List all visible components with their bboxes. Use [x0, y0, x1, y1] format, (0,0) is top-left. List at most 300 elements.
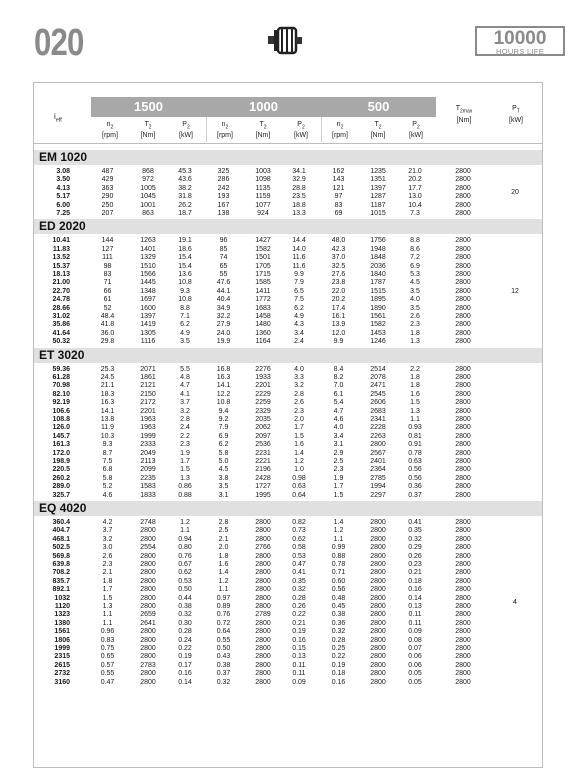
cell-p2-1500: 9.3 — [180, 287, 190, 295]
cell-t2-1000: 2329 — [255, 407, 271, 415]
cell-n2-1500: 8.7 — [102, 449, 113, 457]
table-row — [0, 193, 575, 201]
table-row — [0, 637, 575, 645]
cell-t2-1500: 2800 — [140, 678, 156, 686]
cell-n2-1000: 47.6 — [216, 279, 231, 287]
cell-t2max: 2800 — [455, 653, 471, 661]
cell-p2-1500: 0.19 — [178, 653, 192, 661]
cell-t2-500: 2800 — [370, 552, 386, 560]
cell-p2-500: 2.6 — [410, 313, 420, 320]
cell-t2-1500: 2201 — [140, 407, 156, 415]
cell-p2-1500: 0.88 — [178, 491, 192, 499]
cell-t2-1500: 1861 — [140, 374, 156, 381]
cell-p2-1000: 6.2 — [294, 304, 304, 312]
cell-i-eff: 92.19 — [52, 399, 70, 407]
cell-t2max: 2800 — [455, 670, 471, 678]
cell-t2-500: 1890 — [370, 304, 386, 312]
cell-n2-500: 4.7 — [333, 407, 344, 415]
cell-t2max: 2800 — [455, 365, 471, 373]
cell-t2-1000: 1164 — [255, 338, 271, 346]
table-row — [0, 382, 575, 390]
cell-t2-1000: 2800 — [255, 661, 271, 669]
cell-t2-500: 2800 — [370, 527, 386, 535]
cell-t2-1500: 972 — [142, 176, 154, 184]
table-row — [0, 595, 575, 603]
i-eff-header: $i_{eff}$ — [54, 112, 62, 124]
cell-p2-1500: 38.2 — [178, 184, 192, 192]
speed-1000-header: 1000 — [249, 99, 278, 114]
sub-header-t-500: $T_2$ [Nm] — [370, 121, 386, 139]
cell-p2-1000: 3.3 — [294, 374, 304, 381]
cell-n2-1000: 3.5 — [218, 483, 229, 491]
cell-p2-1500: 2.8 — [180, 416, 190, 423]
cell-n2-1000: 5.0 — [218, 458, 229, 465]
cell-t2-1500: 1263 — [140, 237, 156, 245]
table-row — [0, 466, 575, 474]
cell-t2max: 2800 — [455, 245, 471, 253]
cell-p2-500: 0.05 — [408, 670, 422, 678]
cell-t2-500: 2683 — [370, 407, 386, 415]
table-row — [0, 433, 575, 441]
cell-i-eff: 145.7 — [52, 432, 70, 440]
cell-t2-1500: 1397 — [140, 313, 156, 320]
cell-t2-1500: 2150 — [140, 390, 156, 398]
hours-life-badge — [475, 26, 565, 56]
cell-t2-1500: 2121 — [140, 382, 156, 390]
cell-t2-500: 2263 — [370, 432, 386, 440]
cell-t2-1500: 2800 — [140, 670, 156, 678]
cell-n2-1000: 3.1 — [218, 491, 229, 499]
cell-t2max: 2800 — [455, 271, 471, 278]
cell-t2-1500: 1697 — [140, 296, 156, 304]
cell-p2-1000: 0.63 — [292, 483, 306, 491]
cell-n2-1000: 242 — [217, 184, 230, 192]
table-row — [0, 578, 575, 586]
cell-n2-500: 20.2 — [331, 296, 346, 304]
cell-i-eff: 2615 — [54, 661, 70, 669]
cell-p2-500: 1.8 — [410, 329, 420, 337]
cell-n2-500: 0.78 — [331, 561, 346, 568]
cell-t2-1000: 2800 — [255, 569, 271, 577]
table-row — [0, 263, 575, 271]
cell-p2-1000: 0.11 — [292, 661, 306, 669]
cell-t2-1000: 2231 — [255, 449, 271, 457]
cell-p2-1500: 26.2 — [178, 201, 192, 209]
cell-i-eff: 22.70 — [52, 287, 70, 295]
cell-t2-500: 2800 — [370, 594, 386, 602]
cell-t2-500: 2800 — [370, 577, 386, 585]
cell-n2-1000: 65 — [219, 262, 228, 270]
cell-t2-500: 2800 — [370, 535, 386, 543]
cell-n2-1000: 4.5 — [218, 466, 229, 474]
cell-n2-1000: 14.1 — [216, 382, 231, 390]
cell-p2-1000: 7.9 — [294, 279, 304, 287]
cell-p2-500: 0.81 — [408, 432, 422, 440]
table-row — [0, 399, 575, 407]
cell-t2max: 2800 — [455, 407, 471, 415]
cell-t2-1000: 1077 — [255, 201, 271, 209]
cell-t2max: 2800 — [455, 474, 471, 482]
cell-p2-1500: 0.94 — [178, 535, 192, 543]
table-row — [0, 553, 575, 561]
cell-t2max: 2800 — [455, 678, 471, 686]
cell-n2-500: 23.8 — [331, 279, 346, 287]
cell-p2-1500: 2.3 — [180, 441, 190, 449]
cell-n2-500: 8.4 — [333, 365, 344, 373]
table-row — [0, 408, 575, 416]
cell-t2max: 2800 — [455, 645, 471, 652]
cell-n2-1000: 55 — [219, 271, 228, 278]
section-header — [34, 219, 542, 234]
table-row — [0, 544, 575, 552]
cell-p2-1000: 0.64 — [292, 491, 306, 499]
cell-p2-1000: 0.32 — [292, 586, 306, 594]
cell-n2-500: 0.22 — [331, 653, 346, 661]
cell-p2-1000: 0.22 — [292, 611, 306, 619]
cell-t2-1000: 2766 — [255, 544, 271, 552]
cell-i-eff: 1120 — [54, 603, 70, 610]
cell-n2-500: 42.3 — [331, 245, 346, 253]
cell-i-eff: 61.28 — [52, 374, 70, 381]
cell-n2-500: 0.18 — [331, 670, 346, 678]
cell-t2-1500: 2800 — [140, 603, 156, 610]
cell-p2-1000: 11.6 — [292, 262, 306, 270]
cell-p2-1000: 3.2 — [294, 382, 304, 390]
cell-t2-1000: 2800 — [255, 527, 271, 535]
table-row — [0, 561, 575, 569]
cell-n2-500: 2.3 — [333, 466, 344, 474]
cell-t2-500: 2800 — [370, 544, 386, 552]
cell-i-eff: 360.4 — [52, 519, 70, 526]
cell-p2-500: 0.18 — [408, 577, 422, 585]
cell-p2-1000: 0.41 — [292, 569, 306, 577]
cell-n2-1500: 98 — [103, 262, 112, 270]
cell-n2-1000: 2.0 — [218, 544, 229, 552]
cell-n2-1500: 16.3 — [100, 399, 115, 407]
cell-p2-1500: 2.4 — [180, 424, 190, 432]
cell-p2-500: 3.5 — [410, 304, 420, 312]
cell-n2-500: 16.1 — [331, 313, 346, 320]
cell-n2-1000: 74 — [219, 254, 228, 262]
cell-p2-1500: 18.7 — [178, 210, 192, 217]
table-row — [0, 271, 575, 279]
cell-p2-1000: 0.16 — [292, 636, 306, 644]
cell-p2-1500: 4.9 — [180, 329, 190, 337]
cell-t2max: 2800 — [455, 313, 471, 320]
cell-n2-1000: 96 — [219, 237, 228, 245]
cell-n2-1500: 207 — [101, 210, 114, 217]
cell-p2-500: 0.16 — [408, 586, 422, 594]
cell-t2-1500: 1001 — [140, 201, 156, 209]
cell-t2-500: 2471 — [370, 382, 386, 390]
cell-p2-500: 0.07 — [408, 645, 422, 652]
cell-t2-500: 2036 — [370, 262, 386, 270]
cell-p2-1500: 0.28 — [178, 628, 192, 636]
cell-p2-1500: 0.86 — [178, 483, 192, 491]
cell-n2-1500: 0.57 — [100, 661, 115, 669]
cell-n2-1500: 1.7 — [102, 586, 113, 594]
cell-n2-1000: 0.64 — [216, 628, 231, 636]
cell-p2-1000: 18.8 — [292, 201, 306, 209]
cell-p2-1000: 1.0 — [294, 466, 304, 474]
cell-n2-1000: 0.38 — [216, 661, 231, 669]
cell-n2-500: 0.45 — [331, 603, 346, 610]
sub-header-t-1000: $T_2$ [Nm] — [255, 121, 271, 139]
cell-n2-1000: 2.8 — [218, 519, 229, 526]
cell-n2-1500: 363 — [101, 184, 114, 192]
cell-n2-1000: 0.37 — [216, 670, 231, 678]
cell-p2-1500: 0.16 — [178, 670, 192, 678]
cell-p2-500: 0.35 — [408, 527, 422, 535]
table-row — [0, 519, 575, 527]
cell-t2-500: 1287 — [370, 193, 386, 201]
cell-n2-500: 1.1 — [333, 535, 344, 543]
cell-p2-1000: 4.3 — [294, 321, 304, 329]
cell-t2-500: 1515 — [370, 287, 386, 295]
table-row — [0, 458, 575, 466]
cell-i-eff: 21.00 — [52, 279, 70, 287]
cell-t2max: 2800 — [455, 329, 471, 337]
cell-t2max: 2800 — [455, 636, 471, 644]
table-row — [0, 330, 575, 338]
cell-p2-1000: 14.0 — [292, 245, 306, 253]
cell-n2-1500: 0.65 — [100, 653, 115, 661]
cell-p2-1500: 4.1 — [180, 390, 190, 398]
table-row — [0, 662, 575, 670]
cell-t2-1500: 1566 — [140, 271, 156, 278]
cell-n2-1000: 7.9 — [218, 424, 229, 432]
cell-t2-1500: 1045 — [140, 193, 156, 201]
table-row — [0, 168, 575, 176]
cell-t2max: 2800 — [455, 390, 471, 398]
cell-t2-500: 1351 — [370, 176, 386, 184]
cell-n2-1000: 24.0 — [216, 329, 231, 337]
cell-t2max: 2800 — [455, 603, 471, 610]
cell-t2-1500: 2748 — [140, 519, 156, 526]
hours-label: HOURS LIFE — [495, 47, 544, 56]
cell-t2-500: 2785 — [370, 474, 386, 482]
cell-t2-500: 1787 — [370, 279, 386, 287]
cell-t2-1000: 1159 — [255, 193, 271, 201]
cell-p2-1500: 4.8 — [180, 374, 190, 381]
cell-n2-1000: 9.2 — [218, 416, 229, 423]
cell-t2-1500: 1305 — [140, 329, 156, 337]
cell-n2-1000: 32.2 — [216, 313, 231, 320]
cell-t2-1500: 2659 — [140, 611, 156, 619]
column-divider — [206, 117, 207, 142]
cell-t2-500: 2341 — [370, 416, 386, 423]
cell-t2max: 2800 — [455, 458, 471, 465]
cell-p2-1500: 3.2 — [180, 407, 190, 415]
cell-t2-500: 2800 — [370, 678, 386, 686]
cell-p2-1000: 2.0 — [294, 416, 304, 423]
cell-p2-1500: 8.8 — [180, 304, 190, 312]
cell-t2-1000: 1772 — [255, 296, 271, 304]
cell-p2-1000: 9.9 — [294, 271, 304, 278]
cell-t2-1500: 2800 — [140, 577, 156, 585]
cell-i-eff: 41.64 — [52, 329, 70, 337]
table-row — [0, 483, 575, 491]
product-code: 020 — [34, 22, 84, 64]
cell-t2-500: 2800 — [370, 586, 386, 594]
cell-t2-1500: 868 — [142, 168, 154, 175]
table-row — [0, 279, 575, 287]
cell-p2-500: 0.93 — [408, 424, 422, 432]
cell-p2-1000: 1.6 — [294, 441, 304, 449]
cell-t2max: 2800 — [455, 561, 471, 568]
cell-p2-1500: 0.38 — [178, 603, 192, 610]
cell-n2-1000: 325 — [217, 168, 230, 175]
cell-i-eff: 13.52 — [52, 254, 70, 262]
cell-t2-500: 2606 — [370, 399, 386, 407]
cell-t2max: 2800 — [455, 321, 471, 329]
cell-p2-1000: 2.8 — [294, 390, 304, 398]
cell-n2-1500: 4.6 — [102, 491, 113, 499]
cell-p2-1000: 13.3 — [292, 210, 306, 217]
cell-p2-1500: 0.22 — [178, 645, 192, 652]
cell-n2-1000: 6.2 — [218, 441, 229, 449]
cell-i-eff: 15.37 — [52, 262, 70, 270]
cell-t2-1000: 2201 — [255, 382, 271, 390]
cell-t2-1000: 1705 — [255, 262, 271, 270]
cell-t2-1500: 1445 — [140, 279, 156, 287]
cell-p2-500: 1.3 — [410, 407, 420, 415]
cell-t2-1000: 2276 — [255, 365, 271, 373]
cell-n2-500: 22.0 — [331, 287, 346, 295]
cell-i-eff: 1032 — [54, 594, 70, 602]
cell-p2-500: 0.41 — [408, 519, 422, 526]
cell-p2-1500: 1.7 — [180, 458, 190, 465]
cell-t2-500: 2514 — [370, 365, 386, 373]
cell-n2-1500: 5.8 — [102, 474, 113, 482]
cell-t2-1000: 2789 — [255, 611, 271, 619]
pt-value: 4 — [513, 599, 517, 606]
cell-n2-1000: 2.1 — [218, 535, 229, 543]
cell-i-eff: 289.0 — [52, 483, 70, 491]
cell-p2-500: 0.32 — [408, 535, 422, 543]
cell-t2-500: 2800 — [370, 519, 386, 526]
cell-p2-500: 7.2 — [410, 254, 420, 262]
cell-n2-1500: 13.8 — [100, 416, 115, 423]
hours-number: 10000 — [493, 28, 547, 49]
cell-n2-500: 9.9 — [333, 338, 344, 346]
cell-n2-500: 1.2 — [333, 527, 344, 535]
cell-t2-1500: 2800 — [140, 535, 156, 543]
cell-t2max: 2800 — [455, 661, 471, 669]
cell-n2-1000: 40.4 — [216, 296, 231, 304]
cell-p2-500: 0.06 — [408, 661, 422, 669]
cell-t2-500: 1246 — [370, 338, 386, 346]
cell-p2-500: 4.5 — [410, 279, 420, 287]
cell-t2-1500: 2800 — [140, 569, 156, 577]
cell-p2-500: 0.26 — [408, 552, 422, 560]
cell-t2max: 2800 — [455, 519, 471, 526]
cell-n2-500: 162 — [332, 168, 345, 175]
cell-n2-1000: 2.5 — [218, 527, 229, 535]
cell-t2-1500: 1833 — [140, 491, 156, 499]
cell-n2-500: 3.4 — [333, 432, 344, 440]
cell-t2-500: 1994 — [370, 483, 386, 491]
cell-t2max: 2800 — [455, 611, 471, 619]
cell-p2-1000: 2.4 — [294, 338, 304, 346]
cell-n2-1500: 11.9 — [100, 424, 115, 432]
cell-n2-1500: 0.47 — [100, 678, 115, 686]
cell-t2max: 2800 — [455, 374, 471, 381]
cell-n2-1500: 5.2 — [102, 483, 113, 491]
cell-t2-500: 1561 — [370, 313, 386, 320]
cell-p2-1000: 7.5 — [294, 296, 304, 304]
cell-i-eff: 5.17 — [56, 193, 70, 201]
cell-t2max: 2800 — [455, 296, 471, 304]
cell-n2-500: 32.5 — [331, 262, 346, 270]
column-divider — [321, 117, 322, 142]
cell-t2max: 2800 — [455, 254, 471, 262]
cell-n2-500: 0.56 — [331, 586, 346, 594]
cell-t2-500: 2297 — [370, 491, 386, 499]
cell-t2max: 2800 — [455, 201, 471, 209]
cell-t2-1000: 1458 — [255, 313, 271, 320]
table-row — [0, 620, 575, 628]
cell-n2-1500: 111 — [102, 254, 113, 262]
cell-t2-500: 1235 — [370, 168, 386, 175]
cell-n2-1000: 0.76 — [216, 611, 231, 619]
cell-t2-1500: 2049 — [140, 449, 156, 457]
cell-t2-500: 1015 — [370, 210, 386, 217]
cell-n2-500: 0.32 — [331, 628, 346, 636]
cell-n2-1000: 0.97 — [216, 594, 231, 602]
cell-t2-500: 1840 — [370, 271, 386, 278]
cell-n2-500: 0.25 — [331, 645, 346, 652]
cell-n2-1000: 1.6 — [218, 561, 229, 568]
cell-i-eff: 569.8 — [52, 552, 70, 560]
cell-n2-1000: 10.8 — [216, 399, 231, 407]
cell-t2max: 2800 — [455, 168, 471, 175]
cell-n2-1500: 2.6 — [102, 552, 113, 560]
cell-n2-1500: 1.1 — [102, 619, 113, 627]
cell-t2-1000: 2196 — [255, 466, 271, 474]
cell-n2-500: 5.4 — [333, 399, 344, 407]
cell-t2-500: 2800 — [370, 645, 386, 652]
cell-t2-1000: 1995 — [255, 491, 271, 499]
section-title: ET 3020 — [39, 347, 85, 362]
cell-n2-1500: 0.55 — [100, 670, 115, 678]
cell-t2max: 2800 — [455, 424, 471, 432]
cell-n2-1000: 1.4 — [218, 569, 229, 577]
cell-t2-1000: 2800 — [255, 653, 271, 661]
cell-t2-500: 2800 — [370, 670, 386, 678]
cell-i-eff: 4.13 — [56, 184, 70, 192]
cell-t2-1000: 2536 — [255, 441, 271, 449]
cell-t2-1500: 2800 — [140, 586, 156, 594]
cell-t2max: 2800 — [455, 338, 471, 346]
cell-p2-1500: 1.1 — [180, 527, 190, 535]
cell-t2-1000: 2800 — [255, 552, 271, 560]
table-row — [0, 603, 575, 611]
cell-t2-1500: 1116 — [140, 338, 156, 346]
cell-t2-1500: 1348 — [140, 287, 156, 295]
cell-n2-1500: 29.8 — [100, 338, 115, 346]
cell-t2-500: 1582 — [370, 321, 386, 329]
cell-t2max: 2800 — [455, 287, 471, 295]
cell-n2-1000: 193 — [217, 193, 230, 201]
cell-t2-500: 1187 — [370, 201, 386, 209]
cell-t2-1000: 2800 — [255, 519, 271, 526]
cell-t2max: 2800 — [455, 628, 471, 636]
cell-t2max: 2800 — [455, 535, 471, 543]
cell-p2-1000: 6.5 — [294, 287, 304, 295]
cell-i-eff: 325.7 — [52, 491, 70, 499]
cell-t2-1000: 2800 — [255, 594, 271, 602]
